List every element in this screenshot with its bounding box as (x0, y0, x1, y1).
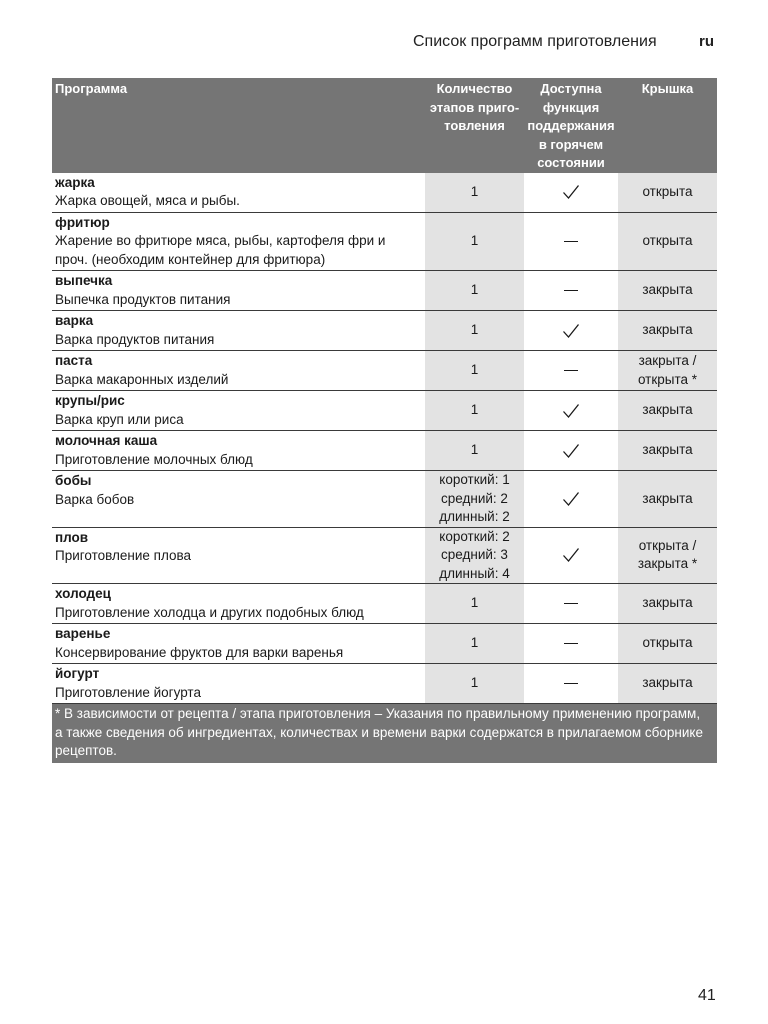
program-cell (52, 471, 425, 528)
program-cell (52, 173, 425, 213)
program-name: плов (55, 529, 89, 545)
column-header-stages-line: этапов приго- (429, 99, 520, 115)
lid-value: закрыта (642, 322, 693, 338)
keep-warm-cell (524, 664, 618, 704)
column-header-program: Программа (52, 78, 425, 173)
program-cell (52, 311, 425, 351)
lid-cell (618, 664, 717, 704)
program-name: варенье (55, 626, 111, 641)
stages-value: 1 (470, 362, 479, 378)
program-description: Выпечка продуктов питания (55, 291, 231, 307)
language-code: ru (699, 33, 714, 50)
footnote-line: * В зависимости от рецепта / этапа приготовления – Указания по правильному применению программ, (55, 706, 701, 721)
table-row (52, 431, 717, 471)
dash-icon (564, 603, 578, 604)
program-cell (52, 624, 425, 664)
stages-value: 1 (470, 183, 479, 199)
footnote-line: рецептов. (55, 743, 117, 758)
stages-value: 1 (470, 442, 479, 458)
stages-cell (425, 431, 524, 471)
keep-warm-cell (524, 271, 618, 311)
program-description: Приготовление плова (55, 548, 192, 563)
lid-value: открыта (642, 635, 693, 651)
stages-value: 1 (470, 595, 479, 611)
program-name: фритюр (55, 214, 110, 230)
lid-cell (618, 173, 717, 213)
table-row (52, 173, 717, 213)
lid-cell (618, 471, 717, 528)
program-cell (52, 664, 425, 704)
table-header-row (52, 78, 717, 173)
stages-value: 1 (470, 635, 479, 651)
lid-cell (618, 351, 717, 391)
column-header-keep-warm-line: в горячем (538, 136, 604, 152)
lid-value: закрыта (642, 490, 693, 506)
checkmark-icon (562, 403, 580, 419)
column-header-keep-warm (524, 78, 618, 173)
column-header-stages (425, 78, 524, 173)
program-description: проч. (необходим контейнер для фритюра) (55, 251, 326, 267)
program-cell (52, 431, 425, 471)
lid-value: открыта (642, 233, 693, 248)
program-description: Приготовление йогурта (55, 684, 201, 700)
stages-cell (425, 271, 524, 311)
stages-cell (425, 351, 524, 391)
checkmark-icon (562, 443, 580, 459)
page-number: 41 (698, 987, 716, 1004)
keep-warm-cell (524, 173, 618, 213)
keep-warm-cell (524, 391, 618, 431)
program-description: Варка продуктов питания (55, 331, 215, 347)
lid-value: закрыта (642, 442, 693, 458)
stages-value: короткий: 1 (439, 472, 510, 487)
stages-value: длинный: 4 (439, 565, 510, 581)
stages-value: 1 (470, 282, 479, 298)
keep-warm-cell (524, 527, 618, 584)
lid-value: открыта * (637, 371, 698, 387)
keep-warm-cell (524, 311, 618, 351)
program-description: Варка круп или риса (55, 411, 184, 427)
lid-cell (618, 624, 717, 664)
stages-cell (425, 664, 524, 704)
program-name: бобы (55, 473, 92, 488)
keep-warm-cell (524, 431, 618, 471)
program-description: Консервирование фруктов для варки варенья (55, 644, 344, 660)
program-cell (52, 391, 425, 431)
table-row (52, 471, 717, 528)
lid-cell (618, 431, 717, 471)
table-row (52, 664, 717, 704)
lid-value: закрыта (642, 402, 693, 418)
stages-value: 1 (470, 322, 479, 338)
lid-value: закрыта (642, 675, 693, 691)
lid-cell (618, 212, 717, 271)
program-cell (52, 212, 425, 271)
dash-icon (564, 241, 578, 242)
program-cell (52, 527, 425, 584)
lid-cell (618, 391, 717, 431)
column-header-keep-warm-line: состоянии (537, 155, 605, 170)
stages-value: длинный: 2 (439, 509, 510, 524)
stages-value: средний: 3 (441, 547, 508, 562)
column-header-stages-line: Количество (436, 81, 513, 96)
checkmark-icon (562, 547, 580, 563)
program-name: крупы/рис (55, 393, 125, 408)
stages-value: 1 (470, 233, 479, 248)
lid-value: открыта / (638, 537, 697, 553)
lid-cell (618, 271, 717, 311)
stages-value: короткий: 2 (439, 528, 510, 544)
program-cell (52, 351, 425, 391)
stages-cell (425, 173, 524, 213)
stages-cell (425, 311, 524, 351)
lid-value: открыта (642, 183, 693, 199)
stages-value: средний: 2 (441, 490, 508, 506)
program-description: Варка макаронных изделий (55, 371, 229, 387)
table-row (52, 527, 717, 584)
program-description: Приготовление молочных блюд (55, 451, 253, 467)
lid-cell (618, 527, 717, 584)
stages-cell (425, 527, 524, 584)
dash-icon (564, 683, 578, 684)
program-description: Жарение во фритюре мяса, рыбы, картофеля фри и (55, 233, 386, 248)
program-name: молочная каша (55, 433, 158, 448)
keep-warm-cell (524, 624, 618, 664)
lid-value: закрыта * (637, 556, 698, 572)
stages-cell (425, 584, 524, 624)
program-list-table (52, 78, 717, 763)
stages-value: 1 (470, 402, 479, 418)
column-header-keep-warm-line: поддержания (527, 118, 615, 133)
column-header-keep-warm-line: функция (542, 99, 600, 115)
lid-value: закрыта (642, 595, 693, 611)
table-row (52, 624, 717, 664)
lid-value: закрыта / (638, 353, 697, 368)
program-description: Варка бобов (55, 491, 135, 507)
footnote-row (52, 704, 717, 763)
table-row (52, 584, 717, 624)
column-header-keep-warm-line: Доступна (540, 81, 602, 96)
stages-cell (425, 624, 524, 664)
footnote (52, 704, 717, 763)
dash-icon (564, 290, 578, 291)
page-header-title: Список программ приготовления (413, 33, 657, 50)
program-name: йогурт (55, 666, 100, 681)
table-row (52, 351, 717, 391)
keep-warm-cell (524, 584, 618, 624)
lid-cell (618, 584, 717, 624)
lid-value: закрыта (642, 282, 693, 298)
keep-warm-cell (524, 212, 618, 271)
checkmark-icon (562, 491, 580, 507)
program-description: Жарка овощей, мяса и рыбы. (55, 193, 240, 208)
dash-icon (564, 643, 578, 644)
program-name: варка (55, 313, 94, 328)
program-cell (52, 271, 425, 311)
dash-icon (564, 370, 578, 371)
keep-warm-cell (524, 471, 618, 528)
keep-warm-cell (524, 351, 618, 391)
table-row (52, 311, 717, 351)
table-row (52, 391, 717, 431)
program-cell (52, 584, 425, 624)
column-header-lid: Крышка (618, 78, 717, 173)
program-name: жарка (55, 174, 95, 190)
program-description: Приготовление холодца и других подобных блюд (55, 604, 364, 620)
stages-cell (425, 471, 524, 528)
table-row (52, 271, 717, 311)
program-name: выпечка (55, 273, 113, 288)
table-row (52, 212, 717, 271)
lid-cell (618, 311, 717, 351)
column-header-stages-line: товления (444, 118, 505, 133)
stages-cell (425, 391, 524, 431)
footnote-line: а также сведения об ингредиентах, количествах и времени варки содержатся в прилагаемом сборнике (55, 724, 703, 740)
program-name: холодец (55, 586, 111, 601)
stages-value: 1 (470, 675, 479, 691)
program-name: паста (55, 353, 93, 368)
checkmark-icon (562, 184, 580, 200)
checkmark-icon (562, 323, 580, 339)
stages-cell (425, 212, 524, 271)
